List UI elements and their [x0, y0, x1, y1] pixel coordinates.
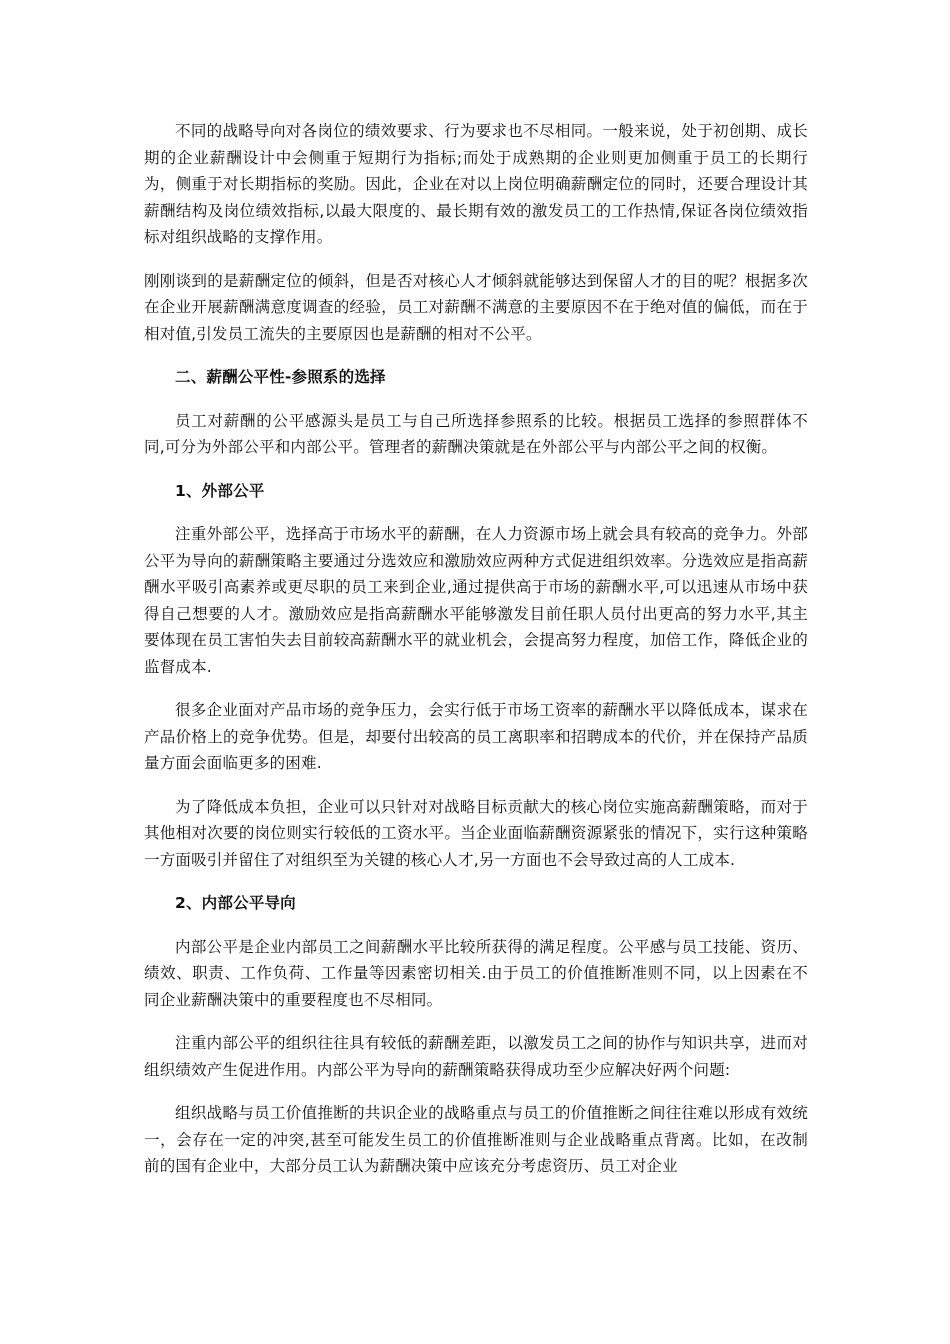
document-page [144, 118, 808, 1197]
paragraph-external-fairness: 注重外部公平，选择高于市场水平的薪酬，在人力资源市场上就会具有较高的竞争力。外部公平为导向的薪酬策略主要通过分选效应和激励效应两种方式促进组织效率。分选效应是指高薪酬水平吸引高素养或更尽职的员工来到企业,通过提供高于市场的薪酬水平,可以迅速从市场中获得自己想要的人才。激励效应是指高薪酬水平能够激发目前任职人员付出更高的努力水平,其主要体现在员工害怕失去目前较高薪酬水平的就业机会，会提高努力程度，加倍工作，降低企业的监督成本. [144, 525, 808, 676]
paragraph-internal-fairness: 内部公平是企业内部员工之间薪酬水平比较所获得的满足程度。公平感与员工技能、资历、绩效、职责、工作负荷、工作量等因素密切相关.由于员工的价值推断准则不同，以上因素在不同企业薪酬决策中的重要程度也不尽相同。 [144, 937, 808, 1009]
paragraph-strategy-consensus: 组织战略与员工价值推断的共识企业的战略重点与员工的价值推断之间往往难以形成有效统一，会存在一定的冲突,甚至可能发生员工的价值推断准则与企业战略重点背离。比如，在改制前的国有企业中，大部分员工认为薪酬决策中应该充分考虑资历、员工对企业 [144, 1104, 808, 1175]
paragraph-strategy-orientation: 不同的战略导向对各岗位的绩效要求、行为要求也不尽相同。一般来说，处于初创期、成长期的企业薪酬设计中会侧重于短期行为指标;而处于成熟期的企业则更加侧重于员工的长期行为，侧重于对长期指标的奖励。因此，企业在对以上岗位明确薪酬定位的同时，还要合理设计其薪酬结构及岗位绩效指标,以最大限度的、最长期有效的激发员工的工作热情,保证各岗位绩效指标对组织战略的支撑作用。 [144, 122, 808, 246]
paragraph-core-positions: 为了降低成本负担，企业可以只针对对战略目标贡献大的核心岗位实施高薪酬策略，而对于其他相对次要的岗位则实行较低的工资水平。当企业面临薪酬资源紧张的情况下，实行这种策略一方面吸引并留住了对组织至为关键的核心人才,另一方面也不会导致过高的人工成本. [144, 797, 808, 869]
subheading-external-fairness: 1、外部公平 [175, 481, 265, 500]
paragraph-low-pay-gap: 注重内部公平的组织往往具有较低的薪酬差距，以激发员工之间的协作与知识共享，进而对组织绩效产生促进作用。内部公平为导向的薪酬策略获得成功至少应解决好两个问题: [144, 1034, 808, 1079]
section-heading-fairness: 二、薪酬公平性-参照系的选择 [175, 368, 386, 386]
subheading-internal-fairness: 2、内部公平导向 [175, 894, 296, 912]
paragraph-salary-tilt: 刚刚谈到的是薪酬定位的倾斜，但是否对核心人才倾斜就能够达到保留人才的目的呢？根据多次在企业开展薪酬满意度调查的经验，员工对薪酬不满意的主要原因不在于绝对值的偏低，而在于相对值,引发员工流失的主要原因也是薪酬的相对不公平。 [144, 271, 808, 343]
paragraph-fairness-source: 员工对薪酬的公平感源头是员工与自己所选择参照系的比较。根据员工选择的参照群体不同,可分为外部公平和内部公平。管理者的薪酬决策就是在外部公平与内部公平之间的权衡。 [144, 411, 808, 456]
paragraph-low-wage: 很多企业面对产品市场的竞争压力，会实行低于市场工资率的薪酬水平以降低成本，谋求在产品价格上的竞争优势。但是，却要付出较高的员工离职率和招聘成本的代价，并在保持产品质量方面会面临更多的困难. [144, 701, 808, 772]
